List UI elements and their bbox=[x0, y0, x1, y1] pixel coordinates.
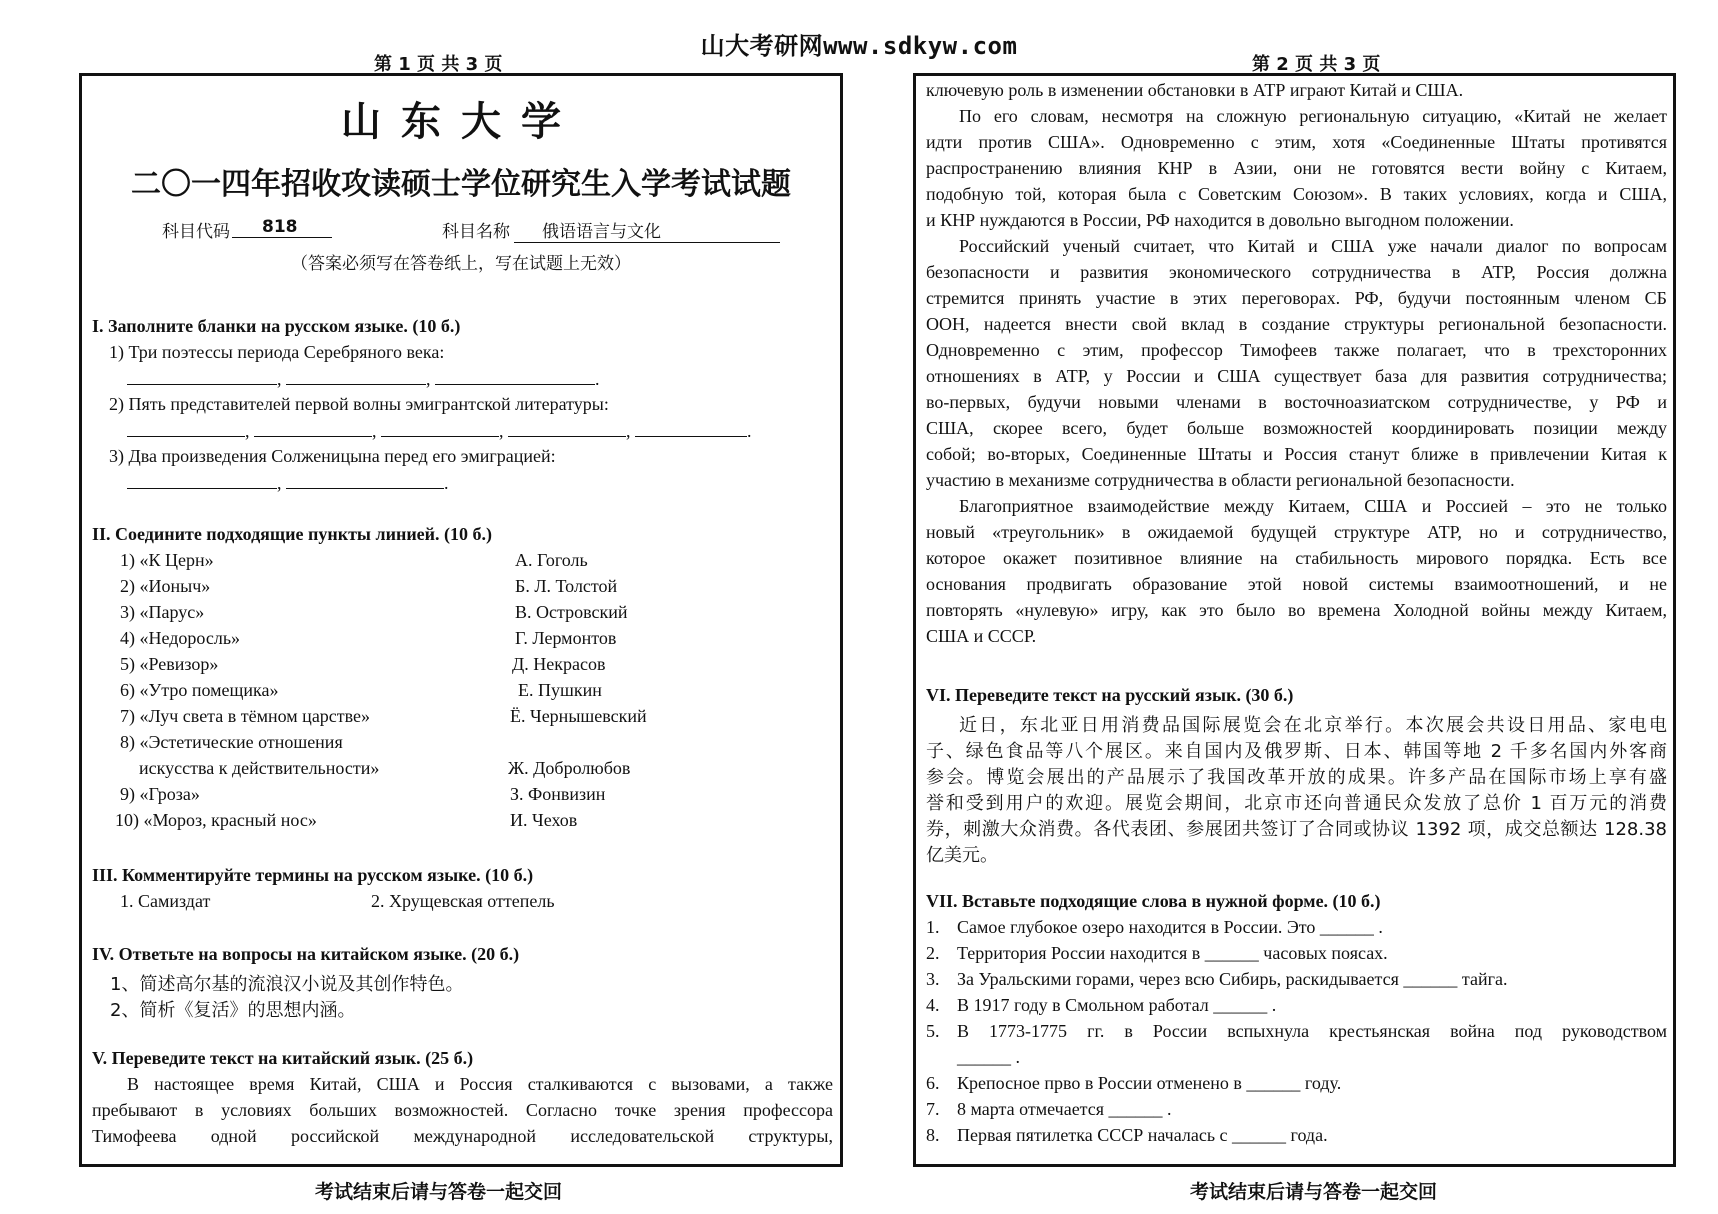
fill-item-number: 6. bbox=[926, 1073, 940, 1093]
term-1: 1. Самиздат bbox=[120, 891, 211, 911]
paragraph-line: безопасности и развития экономического сотрудничества в АТР, Россия должна bbox=[926, 262, 1667, 282]
fill-item-number: 7. bbox=[926, 1099, 940, 1119]
section-1-q1: 1) Три поэтессы периода Серебряного века: bbox=[109, 342, 445, 362]
section-1-q2-blanks: , , , , . bbox=[127, 420, 752, 442]
fill-item-number: 5. bbox=[926, 1021, 940, 1041]
paragraph-line: пребывают в условиях больших возможностей. Согласно точке зрения профессора bbox=[92, 1100, 833, 1120]
work-item: 2) «Ионыч» bbox=[120, 576, 211, 596]
paragraph-line: стремится принять участие в этих переговорах. РФ, будучи постоянным членом СБ bbox=[926, 288, 1667, 308]
section-1-q3-blanks: , . bbox=[127, 472, 449, 494]
author-item: В. Островский bbox=[515, 602, 628, 622]
work-item: 7) «Луч света в тёмном царстве» bbox=[120, 706, 371, 726]
paragraph-line: повторять «нулевую» игру, как это было во времена Холодной войны между Китаем, bbox=[926, 600, 1667, 620]
section-1-title: I. Заполните бланки на русском языке. (10 б.) bbox=[92, 316, 461, 336]
answer-notice: （答案必须写在答卷纸上，写在试题上无效） bbox=[291, 254, 631, 274]
work-item: 10) «Мороз, красный нос» bbox=[115, 810, 317, 830]
paragraph-line: США, скорее всего, будет больше возможностей координировать позиции между bbox=[926, 418, 1667, 438]
exam-title: 二〇一四年招收攻读硕士学位研究生入学考试试题 bbox=[131, 167, 791, 202]
work-item: искусства к действительности» bbox=[139, 758, 380, 778]
section-6-title: VI. Переведите текст на русский язык. (30 б.) bbox=[926, 685, 1294, 705]
paragraph-line: участию в механизме сотрудничества в области региональной безопасности. bbox=[926, 470, 1515, 490]
fill-item-text: Самое глубокое озеро находится в России. Это ______ . bbox=[957, 917, 1383, 937]
author-item: Е. Пушкин bbox=[518, 680, 602, 700]
paragraph-line: В настоящее время Китай, США и Россия сталкиваются с вызовами, а также bbox=[127, 1074, 833, 1094]
paragraph-line: и КНР нуждаются в России, РФ находится в довольно выгодном положении. bbox=[926, 210, 1514, 230]
fill-item-number: 1. bbox=[926, 917, 940, 937]
author-item: А. Гоголь bbox=[515, 550, 588, 570]
paragraph-line: подобную той, которая была с Советским Союзом». В таких условиях, когда и США, bbox=[926, 184, 1667, 204]
left-page-number: 第 1 页 共 3 页 bbox=[374, 54, 503, 75]
right-footer: 考试结束后请与答卷一起交回 bbox=[1190, 1181, 1438, 1203]
work-item: 6) «Утро помещика» bbox=[120, 680, 279, 700]
paragraph-line: ключевую роль в изменении обстановки в АТР играют Китай и США. bbox=[926, 80, 1464, 100]
author-item: И. Чехов bbox=[510, 810, 578, 830]
subject-code-label: 科目代码 bbox=[162, 222, 230, 242]
section-5-title: V. Переведите текст на китайский язык. (25 б.) bbox=[92, 1048, 474, 1068]
chinese-text-line: 券，刺激大众消费。各代表团、参展团共签订了合同或协议 1392 项，成交总额达 128.38 bbox=[926, 819, 1667, 840]
work-item: 3) «Парус» bbox=[120, 602, 205, 622]
subject-name-label: 科目名称 bbox=[442, 222, 510, 242]
section-7-title: VII. Вставьте подходящие слова в нужной форме. (10 б.) bbox=[926, 891, 1381, 911]
subject-code: 818 bbox=[232, 217, 332, 238]
left-footer: 考试结束后请与答卷一起交回 bbox=[315, 1181, 563, 1203]
paragraph-line: Российский ученый считает, что Китай и США уже начали диалог по вопросам bbox=[959, 236, 1667, 256]
right-page-number: 第 2 页 共 3 页 bbox=[1252, 54, 1381, 75]
left-page bbox=[79, 73, 843, 1167]
fill-item-text: ______ . bbox=[957, 1047, 1020, 1067]
paragraph-line: ООН, надеется внести свой вклад в создание структуры региональной безопасности. bbox=[926, 314, 1667, 334]
work-item: 5) «Ревизор» bbox=[120, 654, 219, 674]
author-item: З. Фонвизин bbox=[510, 784, 606, 804]
fill-item-text: Территория России находится в ______ часовых поясах. bbox=[957, 943, 1388, 963]
work-item: 1) «К Церн» bbox=[120, 550, 214, 570]
fill-item-text: Первая пятилетка СССР началась с ______ года. bbox=[957, 1125, 1328, 1145]
section-4-title: IV. Ответьте на вопросы на китайском языке. (20 б.) bbox=[92, 944, 520, 964]
section-1-q1-blanks: , , . bbox=[127, 368, 600, 390]
author-item: Б. Л. Толстой bbox=[515, 576, 618, 596]
paragraph-line: распространению влияния КНР в Азии, они не готовятся вести войну с Китаем, bbox=[926, 158, 1667, 178]
paragraph-line: новый «треугольник» в ожидаемой будущей структуре АТР, но и сотрудничество, bbox=[926, 522, 1667, 542]
term-2: 2. Хрущевская оттепель bbox=[371, 891, 555, 911]
chinese-text-line: 誉和受到用户的欢迎。展览会期间，北京市还向普通民众发放了总价 1 百万元的消费 bbox=[926, 793, 1667, 814]
author-item: Д. Некрасов bbox=[512, 654, 606, 674]
fill-item-number: 8. bbox=[926, 1125, 940, 1145]
work-item: 8) «Эстетические отношения bbox=[120, 732, 343, 752]
university-name: 山东大学 bbox=[341, 99, 581, 145]
fill-item-number: 2. bbox=[926, 943, 940, 963]
right-page bbox=[913, 73, 1676, 1167]
fill-item-text: В 1917 году в Смольном работал ______ . bbox=[957, 995, 1277, 1015]
author-item: Ж. Добролюбов bbox=[508, 758, 631, 778]
paragraph-line: По его словам, несмотря на сложную региональную ситуацию, «Китай не желает bbox=[959, 106, 1667, 126]
paragraph-line: собой; во-вторых, Соединенные Штаты и Россия станут ближе в привлечении Китая к bbox=[926, 444, 1667, 464]
author-item: Ё. Чернышевский bbox=[510, 706, 647, 726]
site-watermark: 山大考研网www.sdkyw.com bbox=[700, 32, 1018, 60]
section-1-q2: 2) Пять представителей первой волны эмигрантской литературы: bbox=[109, 394, 609, 414]
subject-row bbox=[82, 217, 840, 241]
section-4-q2: 2、简析《复活》的思想内涵。 bbox=[110, 1000, 356, 1021]
paragraph-line: Одновременно с этим, профессор Тимофеев также полагает, что в трехсторонних bbox=[926, 340, 1667, 360]
section-1-q3: 3) Два произведения Солженицына перед его эмиграцией: bbox=[109, 446, 556, 466]
chinese-text-line: 子、绿色食品等八个展区。来自国内及俄罗斯、日本、韩国等地 2 千多名国内外客商 bbox=[926, 741, 1667, 762]
paragraph-line: Тимофеева одной российской международной исследовательской структуры, bbox=[92, 1126, 833, 1146]
section-3-title: III. Комментируйте термины на русском языке. (10 б.) bbox=[92, 865, 534, 885]
section-2-title: II. Соедините подходящие пункты линией. (10 б.) bbox=[92, 524, 493, 544]
chinese-text-line: 亿美元。 bbox=[926, 845, 998, 866]
work-item: 9) «Гроза» bbox=[120, 784, 200, 804]
paragraph-line: Благоприятное взаимодействие между Китаем, США и Россией – это не только bbox=[959, 496, 1667, 516]
paragraph-line: США и СССР. bbox=[926, 626, 1037, 646]
paragraph-line: основания продвигать образование этой новой системы взаимоотношений, и не bbox=[926, 574, 1667, 594]
work-item: 4) «Недоросль» bbox=[120, 628, 241, 648]
fill-item-text: 8 марта отмечается ______ . bbox=[957, 1099, 1172, 1119]
fill-item-number: 4. bbox=[926, 995, 940, 1015]
paragraph-line: которое окажет позитивное влияние на стабильность мирового порядка. Есть все bbox=[926, 548, 1667, 568]
paragraph-line: во-первых, будучи новыми членами в восточноазиатском сотрудничестве, у РФ и bbox=[926, 392, 1667, 412]
author-item: Г. Лермонтов bbox=[515, 628, 617, 648]
chinese-text-line: 近日，东北亚日用消费品国际展览会在北京举行。本次展会共设日用品、家电电 bbox=[959, 715, 1667, 736]
subject-name: 俄语语言与文化 bbox=[514, 217, 780, 243]
fill-item-text: За Уральскими горами, через всю Сибирь, раскидывается ______ тайга. bbox=[957, 969, 1508, 989]
paragraph-line: идти против США». Одновременно с этим, хотя «Соединенные Штаты противятся bbox=[926, 132, 1667, 152]
section-4-q1: 1、简述高尔基的流浪汉小说及其创作特色。 bbox=[110, 974, 464, 995]
fill-item-text: В 1773-1775 гг. в России вспыхнула крестьянская война под руководством bbox=[957, 1021, 1667, 1041]
chinese-text-line: 参会。博览会展出的产品展示了我国改革开放的成果。许多产品在国际市场上享有盛 bbox=[926, 767, 1667, 788]
fill-item-number: 3. bbox=[926, 969, 940, 989]
fill-item-text: Крепосное прво в России отменено в ______ году. bbox=[957, 1073, 1342, 1093]
paragraph-line: отношениях в АТР, у России и США существует база для развития сотрудничества; bbox=[926, 366, 1667, 386]
